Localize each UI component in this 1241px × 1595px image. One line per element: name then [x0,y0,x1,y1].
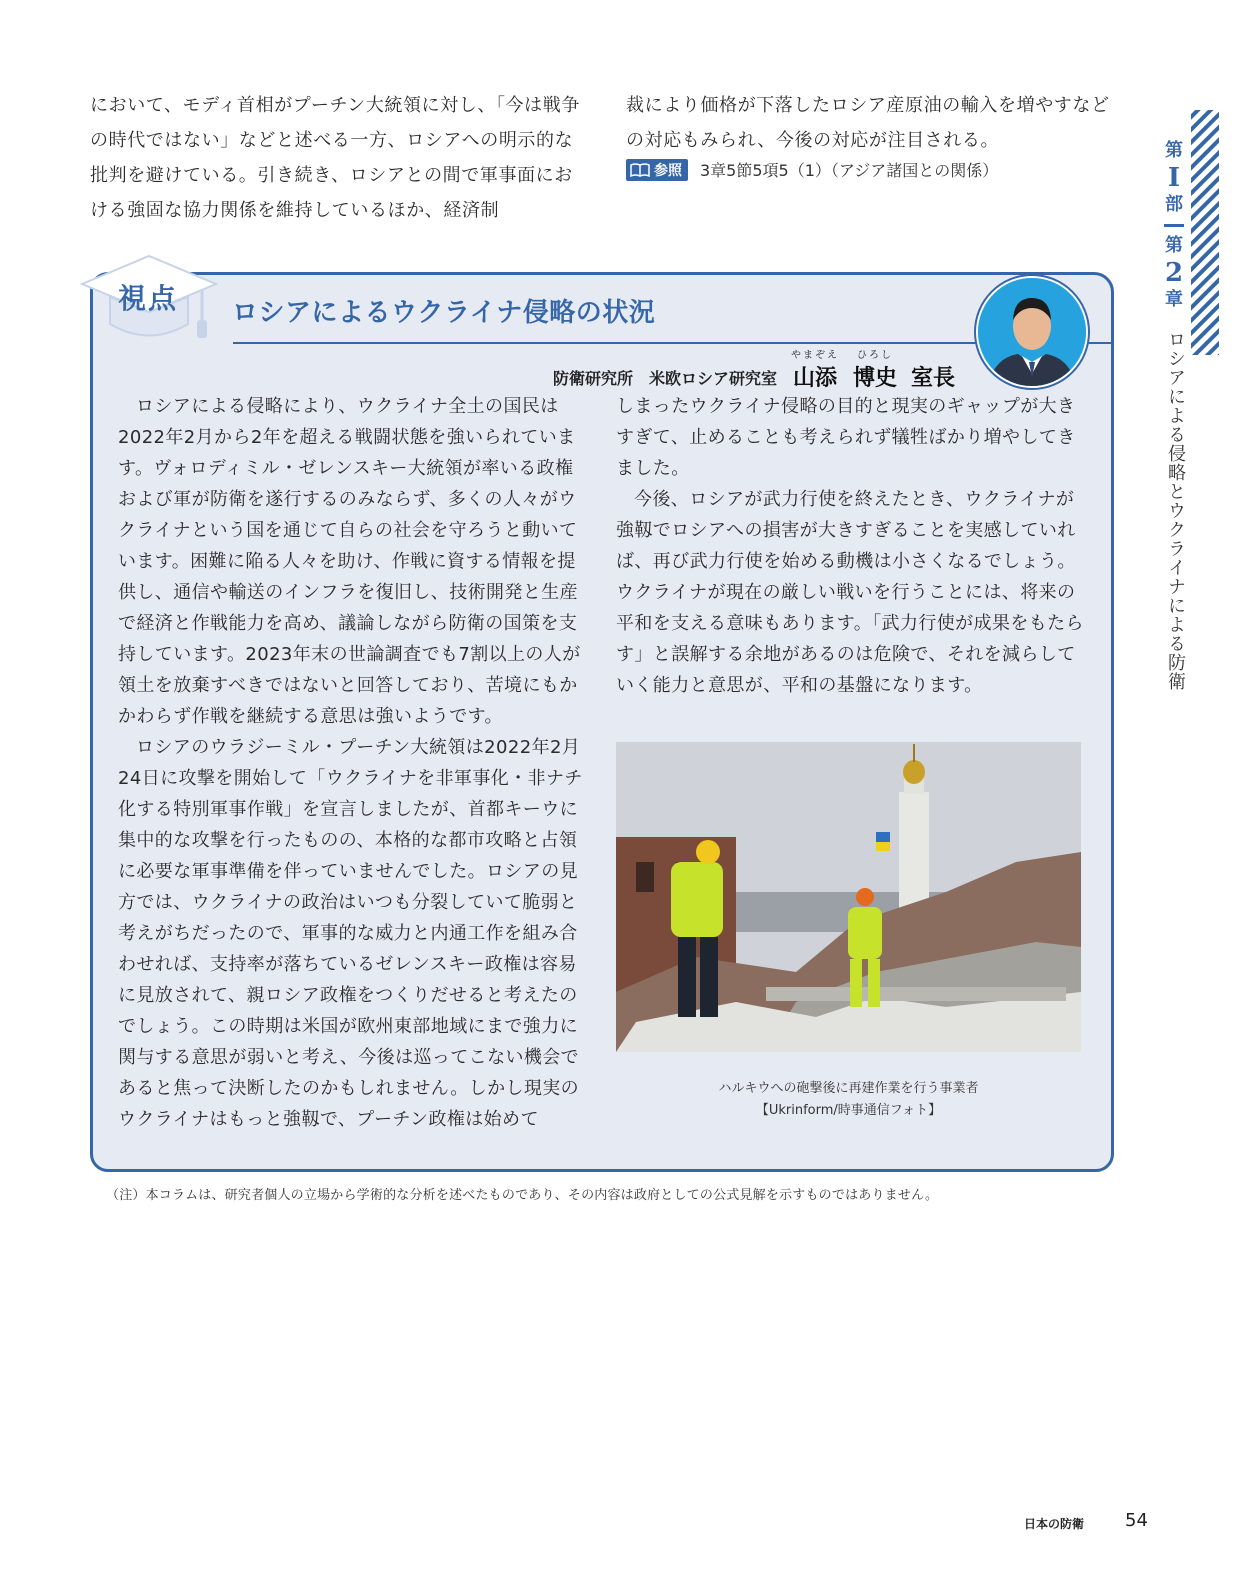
side-chapter-title: ロシアによる侵略とウクライナによる防衛 [1165,330,1186,691]
reconstruction-photo [616,742,1081,1052]
author-line [553,346,955,392]
part-prefix: 第 [1165,140,1183,161]
person-portrait-icon [978,278,1086,386]
column-paragraph: ロシアのウラジーミル・プーチン大統領は2022年2月24日に攻撃を開始して「ウクライナを非軍事化・非ナチ化する特別軍事作戦」を宣言しましたが、首都キーウに集中的な攻撃を行ったものの、本格的な都市攻略と占領に必要な軍事準備を伴っていませんでした。ロシアの見方では、ウクライナの政治はいつも分裂していて脆弱と考えがちだったので、軍事的な威力と内通工作を組み合わせれば、支持率が落ちているゼレンスキー政権は容易に見放されて、親ロシア政権をつくりだせると考えたのでしょう。この時期は米国が欧州東部地域にまで強力に関与する意思が弱いと考え、今後は巡ってこない機会であると焦って決断したのかもしれません。しかし現実のウクライナはもっと強靱で、プーチン政権は始めて [118,737,583,1130]
author-portrait [976,276,1088,388]
reference-line [626,158,998,181]
given-text: 博史 [853,366,898,391]
chapter-suffix: 章 [1165,289,1183,310]
chapter-number: 2 [1164,258,1184,288]
page-number: 54 [1125,1510,1148,1531]
part-suffix: 部 [1165,194,1183,215]
author-given-name [853,346,897,392]
surname-text: 山添 [793,366,838,391]
column-left-text [118,391,588,1135]
photo-credit: 【Ukrinform/時事通信フォト】 [755,1103,942,1118]
photo-caption [616,1078,1081,1122]
given-ruby: ひろし [857,350,894,361]
top-left-continuation [90,88,580,228]
side-divider [1164,224,1184,227]
column-right-text [616,391,1086,701]
column-badge: 視点 [118,282,179,315]
column-paragraph: しまったウクライナ侵略の目的と現実のギャップが大きすぎて、止めることも考えられず犠牲ばかり増やしてきました。 [616,396,1076,479]
photo-illustration [616,742,1081,1052]
publication-name: 日本の防衛 [1024,1517,1085,1531]
reference-badge [626,159,688,181]
position-text: 室長 [911,366,956,391]
author-surname [791,346,839,392]
column-title: ロシアによるウクライナ侵略の状況 [232,298,656,328]
column-paragraph: ロシアによる侵略により、ウクライナ全土の国民は2022年2月から2年を超える戦闘状態を強いられています。ヴォロディミル・ゼレンスキー大統領が率いる政権および軍が防衛を遂行するのみならず、多くの人々がウクライナという国を通じて自らの社会を守ろうと動いています。困難に陥る人々を助け、作戦に資する情報を提供し、通信や輸送のインフラを復旧し、技術開発と生産で経済と作戦能力を高め、議論しながら防衛の国策を支持しています。2023年末の世論調査でも7割以上の人が領土を放棄すべきではないと回答しており、苦境にもかかわらず作戦を継続する意思は強いようです。 [118,396,581,727]
surname-ruby: やまぞえ [791,350,840,361]
part-number: I [1167,163,1181,193]
author-affiliation: 防衛研究所 米欧ロシア研究室 [553,369,778,388]
reference-text: 3章5節5項5（1）（アジア諸国との関係） [700,161,999,180]
column-paragraph: 今後、ロシアが武力行使を終えたとき、ウクライナが強靱でロシアへの損害が大きすぎることを実感していれば、再び武力行使を始める動機は小さくなるでしょう。ウクライナが現在の厳しい戦いを行うことには、将来の平和を支える意味もあります。「武力行使が成果をもたらす」と誤解する余地があるのは危険で、それを減らしていく能力と意思が、平和の基盤になります。 [616,489,1084,696]
side-tab-label [1160,140,1188,311]
book-icon [630,163,650,177]
author-position [911,350,955,392]
photo-caption-line: ハルキウへの砲撃後に再建作業を行う事業者 [718,1081,979,1096]
top-right-continuation [626,88,1116,158]
top-left-paragraph: において、モディ首相がプーチン大統領に対し、「今は戦争の時代ではない」などと述べる一方、ロシアへの明示的な批判を避けている。引き続き、ロシアとの間で軍事面における強固な協力関係を維持しているほか、経済制 [90,95,580,221]
column-note: （注）本コラムは、研究者個人の立場から学術的な分析を述べたものであり、その内容は政府としての公式見解を示すものではありません。 [106,1188,939,1203]
reference-badge-label: 参照 [654,162,682,179]
chapter-prefix: 第 [1165,235,1183,256]
top-right-paragraph: 裁により価格が下落したロシア産原油の輸入を増やすなどの対応もみられ、今後の対応が注目される。 [626,95,1110,151]
